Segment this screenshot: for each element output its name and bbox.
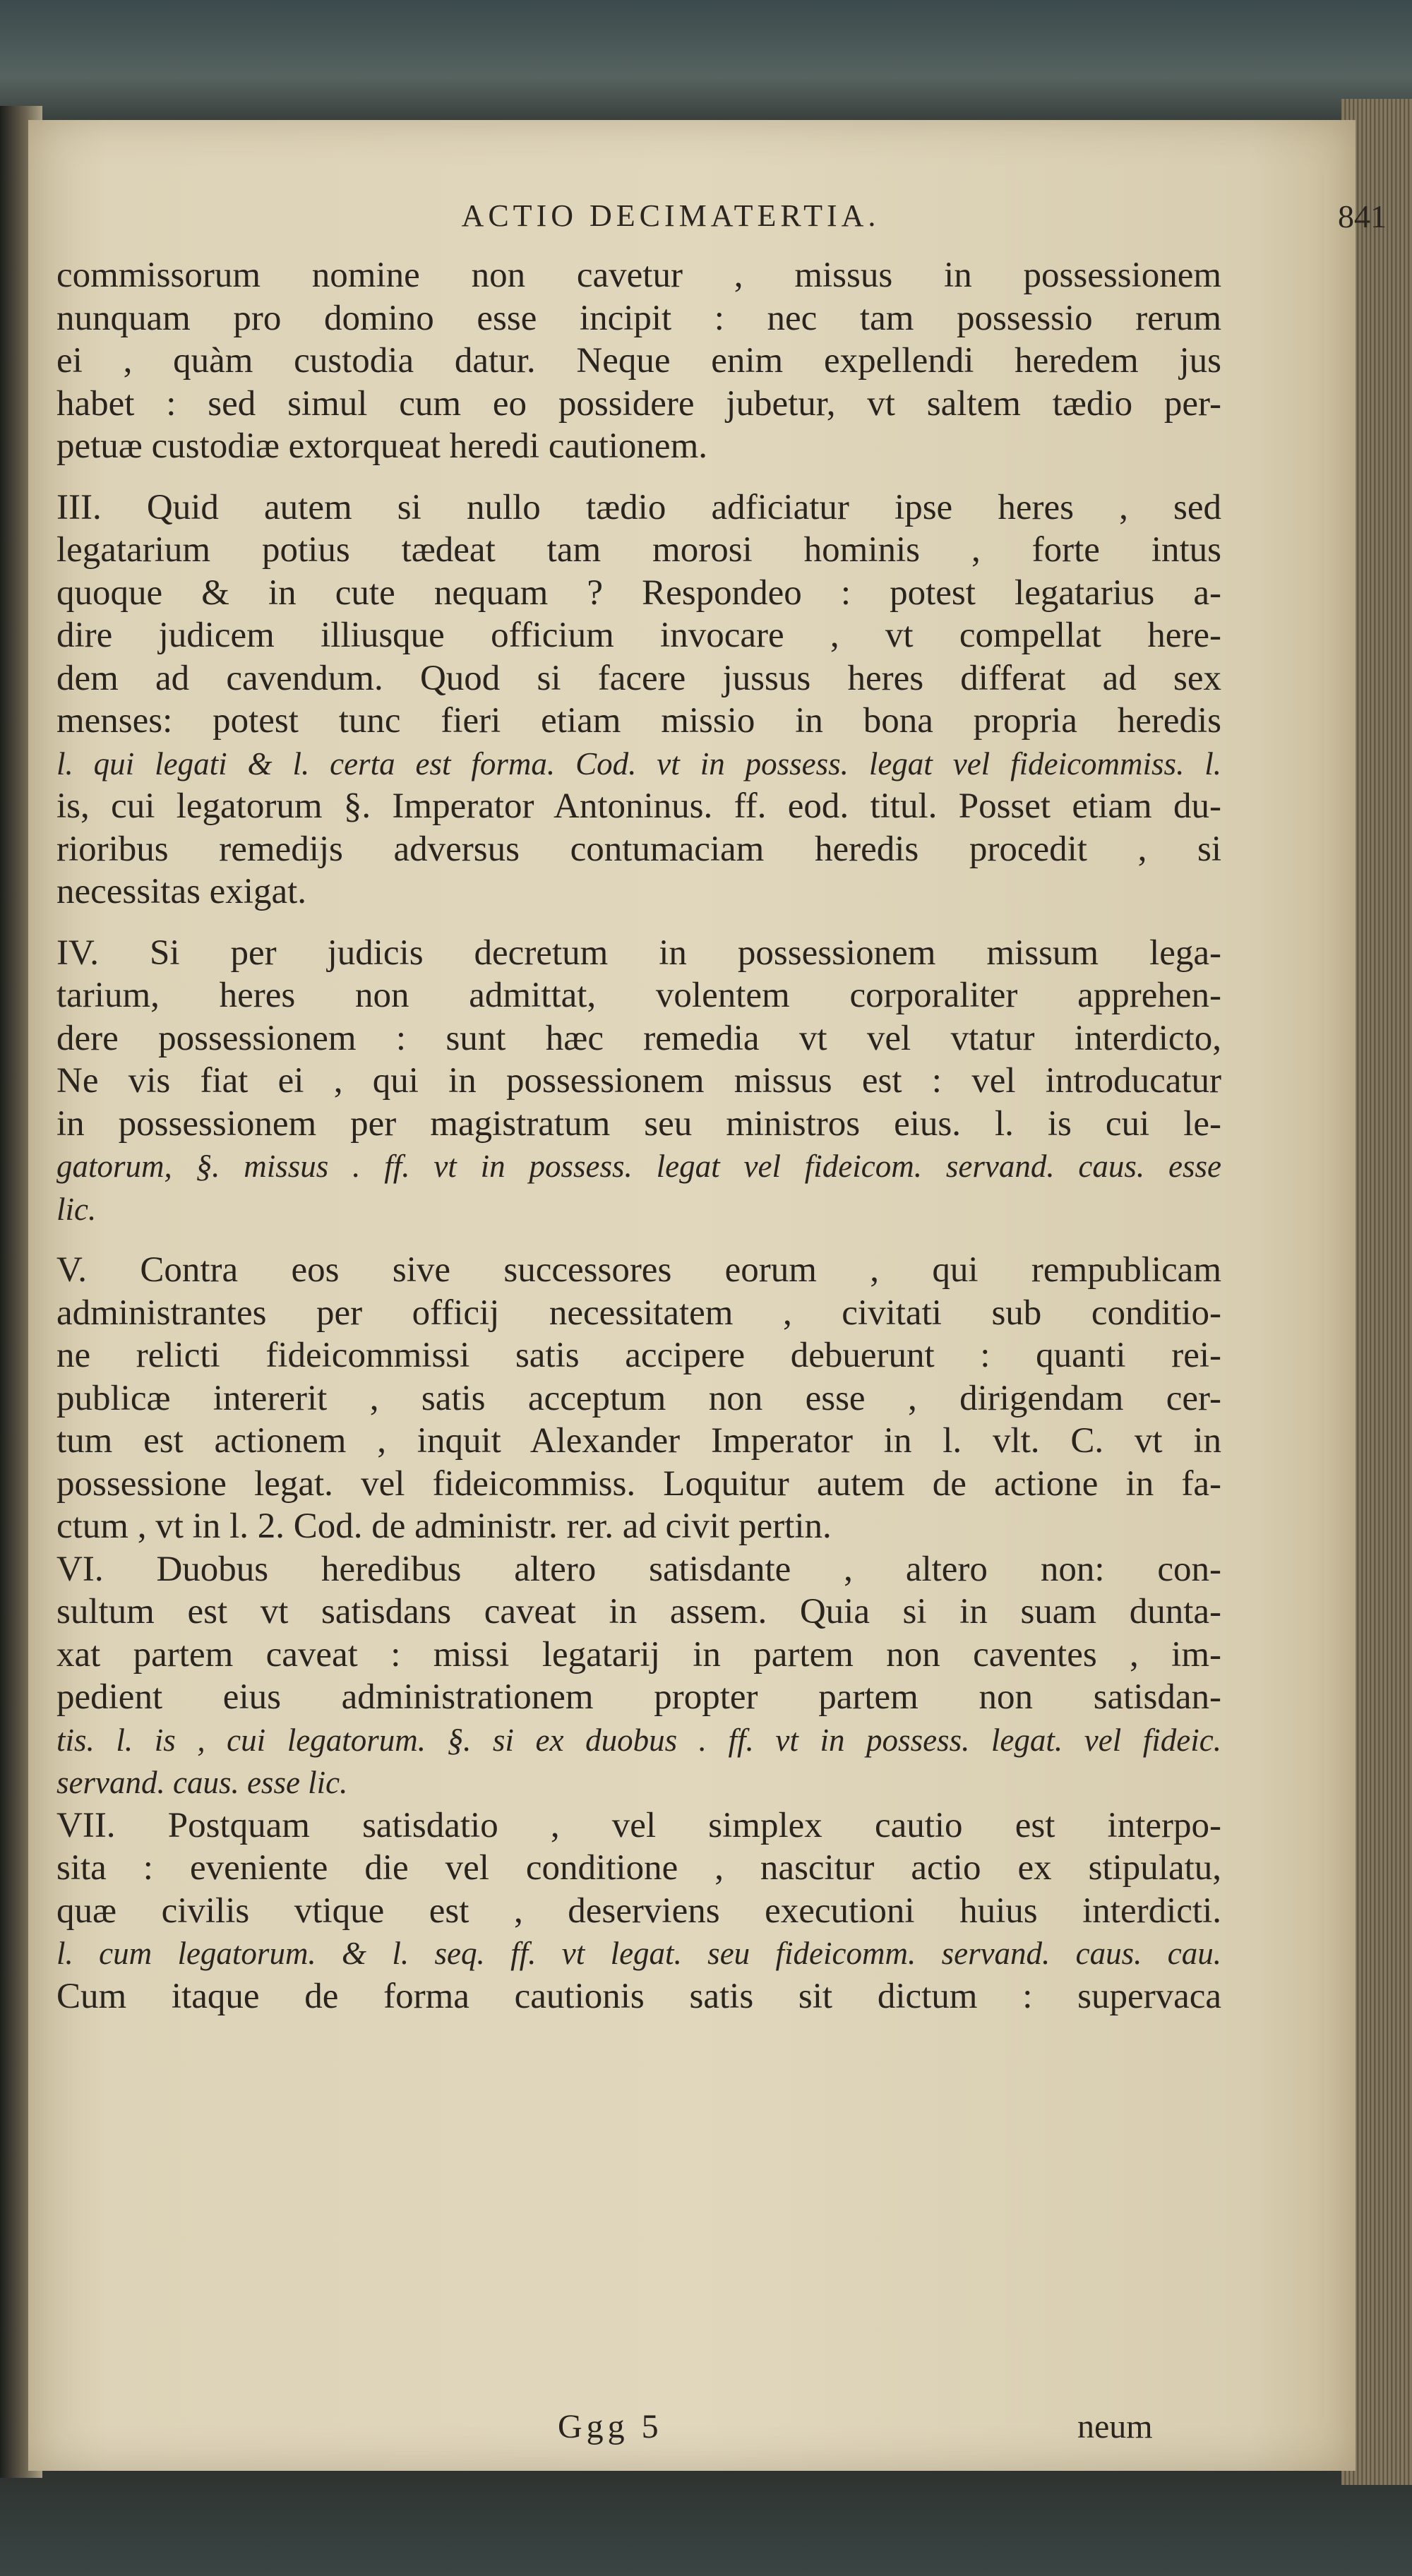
text-line: legatarium potius tædeat tam morosi hominis , forte intus — [56, 530, 1221, 570]
text-line: habet : sed simul cum eo possidere jubetur, vt saltem tædio per- — [56, 383, 1221, 424]
text-line: tarium, heres non admittat, volentem corporaliter apprehen- — [56, 976, 1221, 1015]
text-line: nunquam pro domino esse incipit : nec tam possessio rerum — [56, 298, 1221, 338]
text-line: sultum est vt satisdans caveat in assem. Quia si in suam dunta- — [56, 1592, 1221, 1631]
citation-line: tis. l. is , cui legatorum. §. si ex duobus . ff. vt in possess. legat. vel fideic. — [56, 1722, 1221, 1758]
text-line: dem ad cavendum. Quod si facere jussus heres differat ad sex — [56, 658, 1221, 698]
text-line: VII. Postquam satisdatio , vel simplex cautio est interpo- — [56, 1805, 1221, 1845]
paragraph-1 — [56, 254, 1221, 468]
text-line: ctum , vt in l. 2. Cod. de administr. rer. ad civit pertin. — [56, 1506, 832, 1546]
text-line: dire judicem illiusque officium invocare , vt compellat here- — [56, 616, 1221, 655]
body-text — [56, 254, 1221, 2018]
catchword: neum — [1077, 2408, 1153, 2445]
paragraph-6 — [56, 1804, 1221, 2018]
signature-mark: Ggg 5 — [558, 2408, 663, 2445]
text-line: menses: potest tunc fieri etiam missio in bona propria heredis — [56, 701, 1221, 741]
running-head — [212, 198, 1130, 240]
text-line: in possessionem per magistratum seu ministros eius. l. is cui le- — [56, 1103, 1221, 1144]
citation-line: l. cum legatorum. & l. seq. ff. vt legat. seu fideicomm. servand. caus. cau. — [56, 1936, 1221, 1971]
running-head-title: ACTIO DECIMATERTIA. — [461, 198, 880, 233]
text-line: necessitas exigat. — [56, 872, 307, 911]
text-line: dere possessionem : sunt hæc remedia vt vel vtatur interdicto, — [56, 1018, 1221, 1058]
text-line: ne relicti fideicommissi satis accipere debuerunt : quanti rei- — [56, 1336, 1221, 1375]
text-line: quoque & in cute nequam ? Respondeo : potest legatarius a- — [56, 573, 1221, 613]
text-line: tum est actionem , inquit Alexander Imperator in l. vlt. C. vt in — [56, 1421, 1221, 1461]
text-line: Ne vis fiat ei , qui in possessionem missus est : vel introducatur — [56, 1061, 1221, 1101]
citation-line: gatorum, §. missus . ff. vt in possess. legat vel fideicom. servand. caus. esse — [56, 1149, 1221, 1184]
paragraph-5 — [56, 1548, 1221, 1804]
text-line: quæ civilis vtique est , deserviens executioni huius interdicti. — [56, 1891, 1221, 1931]
page-number: 841 — [1338, 198, 1387, 234]
paragraph-4 — [56, 1249, 1221, 1548]
text-line: Cum itaque de forma cautionis satis sit dictum : supervaca — [56, 1976, 1221, 2016]
text-line: rioribus remedijs adversus contumaciam heredis procedit , si — [56, 829, 1221, 869]
text-line: publicæ intererit , satis acceptum non esse , dirigendam cer- — [56, 1378, 1221, 1418]
text-line: commissorum nomine non cavetur , missus in possessionem — [56, 256, 1221, 295]
text-line: xat partem caveat : missi legatarij in partem non caventes , im- — [56, 1634, 1221, 1675]
text-line: III. Quid autem si nullo tædio adficiatur ipse heres , sed — [56, 487, 1221, 527]
paragraph-3 — [56, 932, 1221, 1231]
text-line: petuæ custodiæ extorqueat heredi cautionem. — [56, 426, 707, 466]
citation-line: l. qui legati & l. certa est forma. Cod. vt in possess. legat vel fideicommiss. l. — [56, 745, 1221, 781]
text-line: V. Contra eos sive successores eorum , qui rempublicam — [56, 1250, 1221, 1290]
citation-line: servand. caus. esse lic. — [56, 1765, 348, 1800]
citation-line: lic. — [56, 1191, 97, 1227]
text-line: is, cui legatorum §. Imperator Antoninus. ff. eod. titul. Posset etiam du- — [56, 786, 1221, 826]
text-line: administrantes per officij necessitatem , civitati sub conditio- — [56, 1293, 1221, 1333]
paragraph-2 — [56, 486, 1221, 913]
text-line: VI. Duobus heredibus altero satisdante , altero non: con- — [56, 1549, 1221, 1589]
text-line: pedient eius administrationem propter partem non satisdan- — [56, 1677, 1221, 1717]
text-line: sita : eveniente die vel conditione , nascitur actio ex stipulatu, — [56, 1848, 1221, 1888]
text-line: ei , quàm custodia datur. Neque enim expellendi heredem jus — [56, 341, 1221, 381]
text-line: possessione legat. vel fideicommiss. Loquitur autem de actione in fa- — [56, 1463, 1221, 1504]
text-line: IV. Si per judicis decretum in possessionem missum lega- — [56, 933, 1221, 973]
